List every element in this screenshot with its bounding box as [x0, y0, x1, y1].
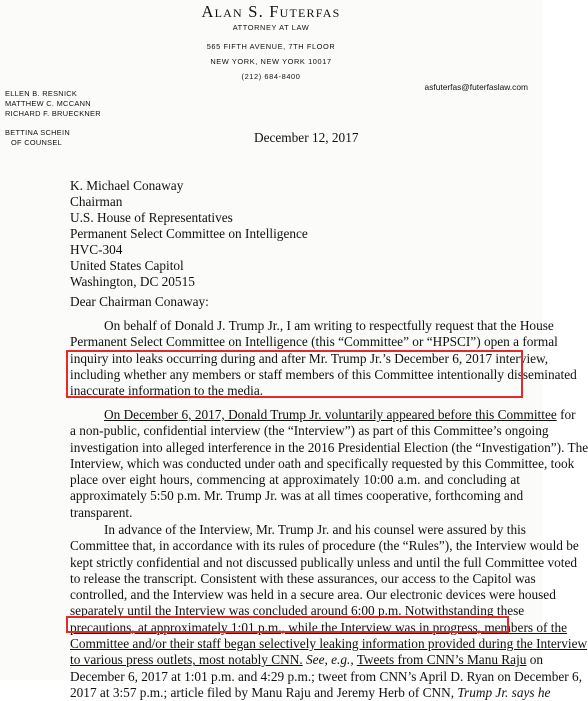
letterhead-phone: (212) 684-8400 [241, 72, 301, 81]
text-line: place over eight hours, commencing at approximately 10:00 a.m. and concluding at [70, 472, 520, 488]
partner-list [5, 89, 101, 120]
recipient-address [70, 178, 308, 290]
salutation: Dear Chairman Conaway: [70, 294, 209, 309]
paragraph-1 [70, 318, 577, 399]
text-line: a non-public, confidential interview (the “Interview”) as part of this Committee’s ongoing [70, 423, 549, 439]
letterhead-address-line-2: NEW YORK, NEW YORK 10017 [210, 57, 332, 66]
recipient-line: Permanent Select Committee on Intelligence [70, 226, 308, 241]
text-line: Permanent Select Committee on Intelligence (this “Committee” or “HPSCI”) open a formal [70, 334, 558, 350]
text-line [70, 407, 576, 423]
text-line [70, 652, 544, 668]
text-line: controlled, and the Interview was held in a secure area. Our electronic devices were housed [70, 587, 556, 603]
underlined-text: to various press outlets, most notably CNN. [70, 652, 303, 668]
text-line: In advance of the Interview, Mr. Trump Jr. and his counsel were assured by this [104, 522, 526, 537]
letterhead-title: ATTORNEY AT LAW [232, 23, 310, 32]
underlined-text: On December 6, 2017, Donald Trump Jr. voluntarily appeared before this Committee [104, 407, 557, 422]
partner-name: RICHARD F. BRUECKNER [5, 109, 101, 119]
text-line: Interview, which was conducted under oath and specifically requested by this Committee, took [70, 455, 575, 471]
text-run: for [556, 407, 576, 422]
letter-date: December 12, 2017 [254, 130, 359, 145]
text-line: investigation into alleged interference in the 2016 Presidential Election (the “Investigation”). The [70, 439, 588, 455]
partner-name: ELLEN B. RESNICK [5, 89, 78, 98]
recipient-line: K. Michael Conaway [70, 178, 184, 193]
text-line: to release the transcript. Consistent with these assurances, our access to the Capitol was [70, 570, 536, 586]
italic-title: Trump Jr. says he [457, 684, 551, 700]
recipient-line: United States Capitol [70, 258, 184, 273]
text-run: 2017 at 3:57 p.m.; article filed by Manu Raju and Jeremy Herb of CNN, [70, 684, 455, 700]
underlined-text-line: Committee and/or their staff began selectively leaking information provided during the Interview [70, 636, 588, 652]
letterhead-address-line-1: 565 FIFTH AVENUE, 7TH FLOOR [206, 42, 336, 51]
letterhead-name: Alan S. Futerfas [201, 2, 341, 21]
text-line: separately until the Interview was concluded around 6:00 p.m. Notwithstanding these [70, 603, 525, 619]
of-counsel-name: BETTINA SCHEIN [5, 128, 70, 137]
text-line: inquiry into leaks occurring during and after Mr. Trump Jr.’s December 6, 2017 interview, [70, 350, 549, 366]
paragraph-3 [70, 522, 588, 701]
text-line [70, 684, 551, 701]
text-line: December 6, 2017 at 1:01 p.m. and 4:29 p.m.; tweet from CNN’s April D. Ryan on December 6, [70, 668, 583, 684]
italic-citation: See, e.g., [306, 652, 354, 668]
recipient-line: HVC-304 [70, 242, 123, 257]
recipient-line: U.S. House of Representatives [70, 210, 233, 225]
underlined-text-line: precautions, at approximately 1:01 p.m., while the Interview was in progress, members of the [70, 619, 568, 635]
text-line: including whether any members or staff members of this Committee intentionally disseminated [70, 366, 577, 382]
text-line: approximately 5:50 p.m. Mr. Trump Jr. was at all times cooperative, forthcoming and [70, 488, 524, 504]
underlined-text: Tweets from CNN’s Manu Raju [356, 652, 527, 668]
paragraph-2 [70, 407, 588, 521]
partner-name: MATTHEW C. MCCANN [5, 99, 91, 109]
text-line: kept strictly confidential and not discussed publically unless and until the full Committee voted [70, 554, 578, 570]
recipient-line: Chairman [70, 194, 123, 209]
text-line: Committee that, in accordance with its rules of procedure (the “Rules”), the Interview would be [70, 538, 579, 554]
text-line: transparent. [70, 504, 133, 520]
of-counsel-label: OF COUNSEL [11, 138, 63, 148]
of-counsel-block [5, 128, 70, 148]
recipient-line: Washington, DC 20515 [70, 274, 195, 289]
letterhead-email: asfuterfas@futerfaslaw.com [424, 82, 528, 92]
text-line: On behalf of Donald J. Trump Jr., I am writing to respectfully request that the House [104, 318, 554, 333]
text-line: inaccurate information to the media. [70, 383, 264, 399]
text-run: on [526, 652, 544, 668]
